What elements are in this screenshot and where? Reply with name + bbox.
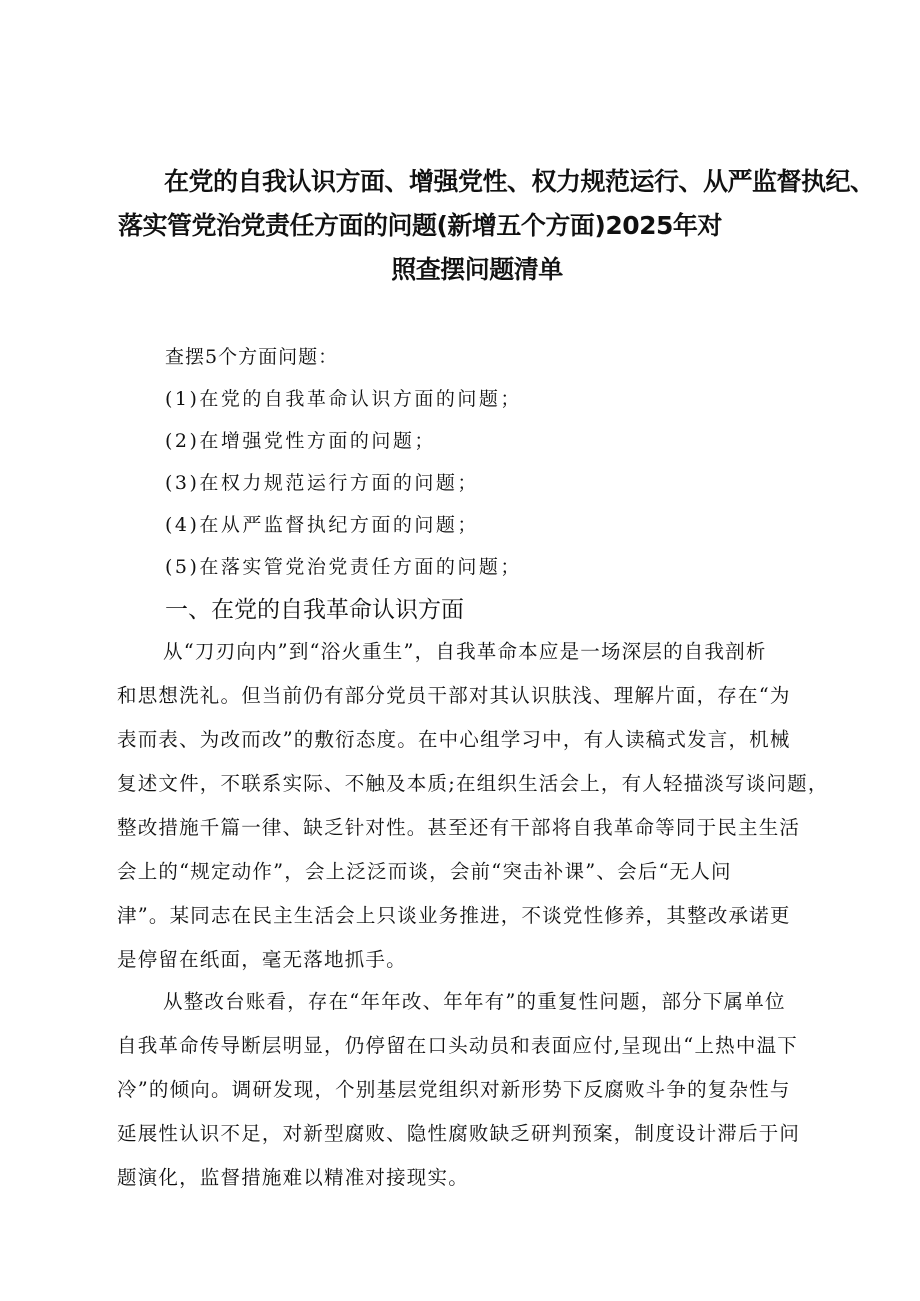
paragraph-line: 整改措施千篇一律、缺乏针对性。甚至还有干部将自我革命等同于民主生活	[117, 816, 801, 839]
list-item: (4)在从严监督执纪方面的问题；	[165, 514, 479, 536]
paragraph-line: 复述文件，不联系实际、不触及本质;在组织生活会上，有人轻描淡写谈问题，	[117, 772, 829, 795]
title-line-1: 在党的自我认识方面、增强党性、权力规范运行、从严监督执纪、	[164, 167, 875, 196]
paragraph-line: 津”。某同志在民主生活会上只谈业务推进，不谈党性修养，其整改承诺更	[117, 904, 791, 927]
paragraph-line: 从整改台账看，存在“年年改、年年有”的重复性问题，部分下属单位	[163, 990, 786, 1013]
title-line-3: 照查摆问题清单	[391, 255, 563, 284]
list-item: (1)在党的自我革命认识方面的问题；	[165, 388, 522, 410]
paragraph-line: 冷”的倾向。调研发现，个别基层党组织对新形势下反腐败斗争的复杂性与	[117, 1078, 791, 1101]
problem-list	[165, 336, 845, 588]
paragraph-line: 表而表、为改而改”的敷衍态度。在中心组学习中，有人读稿式发言，机械	[117, 728, 791, 751]
paragraph-line: 是停留在纸面，毫无落地抓手。	[117, 948, 407, 971]
paragraph-1	[117, 630, 837, 982]
list-item: (2)在增强党性方面的问题；	[165, 430, 436, 452]
list-intro: 查摆5个方面问题：	[165, 346, 339, 368]
title-line-2: 落实管党治党责任方面的问题(新增五个方面)2025年对	[118, 211, 722, 240]
paragraph-line: 延展性认识不足，对新型腐败、隐性腐败缺乏研判预案，制度设计滞后于问	[117, 1122, 801, 1145]
paragraph-line: 题演化，监督措施难以精准对接现实。	[117, 1166, 469, 1189]
list-item: (5)在落实管党治党责任方面的问题；	[165, 556, 522, 578]
paragraph-line: 会上的“规定动作”，会上泛泛而谈，会前“突击补课”、会后“无人问	[117, 860, 732, 883]
paragraph-2	[117, 980, 837, 1200]
section-heading: 一、在党的自我革命认识方面	[165, 597, 464, 623]
paragraph-line: 和思想洗礼。但当前仍有部分党员干部对其认识肤浅、理解片面，存在“为	[117, 684, 791, 707]
paragraph-line: 自我革命传导断层明显，仍停留在口头动员和表面应付,呈现出“上热中温下	[117, 1034, 798, 1057]
paragraph-line: 从“刀刃向内”到“浴火重生”，自我革命本应是一场深层的自我剖析	[163, 640, 767, 663]
document-title	[118, 160, 875, 292]
list-item: (3)在权力规范运行方面的问题；	[165, 472, 479, 494]
